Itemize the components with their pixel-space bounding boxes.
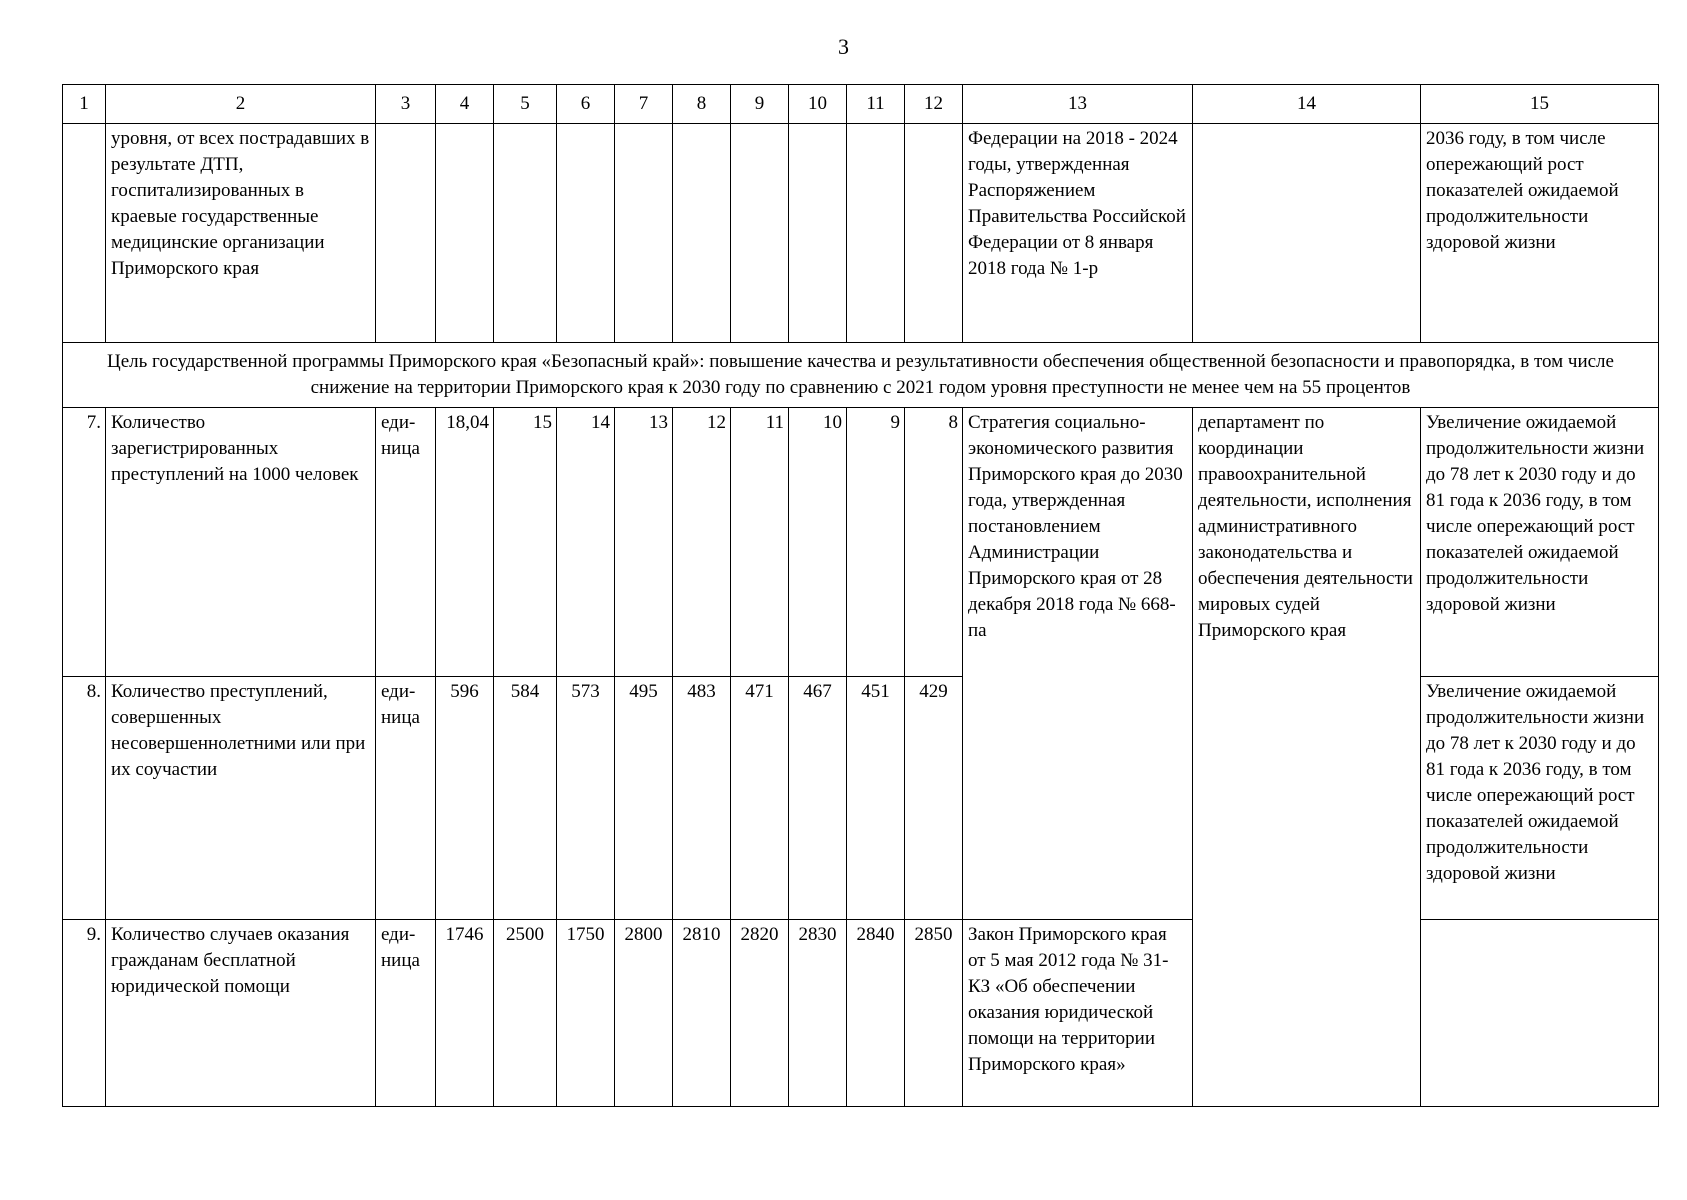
value-cell: 483 xyxy=(673,677,731,920)
header-cell: 14 xyxy=(1193,85,1421,124)
value-cell: 2810 xyxy=(673,920,731,1107)
value-cell: 11 xyxy=(731,408,789,677)
row-number-cell xyxy=(63,124,106,343)
value-cell xyxy=(494,124,557,343)
value-cell: 9 xyxy=(847,408,905,677)
program-goal-row xyxy=(63,343,1659,408)
row-number: 7. xyxy=(63,408,106,677)
value-cell: 2840 xyxy=(847,920,905,1107)
unit-cell xyxy=(376,124,436,343)
goal-link-cell: Увеличение ожидаемой продолжительности жизни до 78 лет к 2030 году и до 81 года к 2036 году, в том числе опережающий рост показателей ожидаемой продолжительности здоровой жизни xyxy=(1421,408,1659,677)
value-cell: 13 xyxy=(615,408,673,677)
header-cell: 11 xyxy=(847,85,905,124)
value-cell xyxy=(789,124,847,343)
header-cell: 6 xyxy=(557,85,615,124)
goal-link-cell xyxy=(1421,920,1659,1107)
goal-link-cell: Увеличение ожидаемой продолжительности жизни до 78 лет к 2030 году и до 81 года к 2036 году, в том числе опережающий рост показателей ожидаемой продолжительности здоровой жизни xyxy=(1421,677,1659,920)
document-cell: Стратегия социально-экономического развития Приморского края до 2030 года, утвержденная постановлением Администрации Приморского края от 28 декабря 2018 года № 668-па xyxy=(963,408,1193,920)
header-cell: 7 xyxy=(615,85,673,124)
value-cell: 451 xyxy=(847,677,905,920)
responsible-cell: департамент по координации правоохранительной деятельности, исполнения административного законодательства и обеспечения деятельности мировых судей Приморского края xyxy=(1193,408,1421,1107)
header-cell: 12 xyxy=(905,85,963,124)
header-cell: 4 xyxy=(436,85,494,124)
value-cell xyxy=(436,124,494,343)
unit-cell: еди-ница xyxy=(376,408,436,677)
value-cell: 12 xyxy=(673,408,731,677)
page-number: 3 xyxy=(838,34,849,59)
value-cell: 2830 xyxy=(789,920,847,1107)
value-cell: 467 xyxy=(789,677,847,920)
header-cell: 3 xyxy=(376,85,436,124)
value-cell xyxy=(847,124,905,343)
row-number: 8. xyxy=(63,677,106,920)
header-row xyxy=(63,85,1659,124)
value-cell: 2850 xyxy=(905,920,963,1107)
header-cell: 15 xyxy=(1421,85,1659,124)
unit-cell: еди-ница xyxy=(376,920,436,1107)
value-cell: 2800 xyxy=(615,920,673,1107)
indicator-cell: уровня, от всех пострадавших в результате ДТП, госпитализированных в краевые государственные медицинские организации Приморского края xyxy=(106,124,376,343)
indicator-name: Количество преступлений, совершенных несовершеннолетними или при их соучастии xyxy=(106,677,376,920)
document-cell: Закон Приморского края от 5 мая 2012 года № 31-КЗ «Об обеспечении оказания юридической помощи на территории Приморского края» xyxy=(963,920,1193,1107)
value-cell: 14 xyxy=(557,408,615,677)
unit-cell: еди-ница xyxy=(376,677,436,920)
value-cell: 495 xyxy=(615,677,673,920)
program-goal-text: Цель государственной программы Приморского края «Безопасный край»: повышение качества и результативности обеспечения общественной безопасности и правопорядка, в том числе снижение на территории Приморского края к 2030 году по сравнению с 2021 годом уровня преступности не менее чем на 55 процентов xyxy=(63,343,1659,408)
value-cell xyxy=(731,124,789,343)
document-cell: Федерации на 2018 - 2024 годы, утвержденная Распоряжением Правительства Российской Федерации от 8 января 2018 года № 1-р xyxy=(963,124,1193,343)
indicators-table xyxy=(62,84,1659,1107)
indicator-name: Количество зарегистрированных преступлений на 1000 человек xyxy=(106,408,376,677)
header-cell: 1 xyxy=(63,85,106,124)
header-cell: 5 xyxy=(494,85,557,124)
value-cell: 2820 xyxy=(731,920,789,1107)
table-row xyxy=(63,408,1659,677)
table-row-continuation xyxy=(63,124,1659,343)
value-cell xyxy=(557,124,615,343)
value-cell: 8 xyxy=(905,408,963,677)
row-number: 9. xyxy=(63,920,106,1107)
responsible-cell xyxy=(1193,124,1421,343)
value-cell: 429 xyxy=(905,677,963,920)
header-cell: 2 xyxy=(106,85,376,124)
value-cell: 1746 xyxy=(436,920,494,1107)
value-cell: 573 xyxy=(557,677,615,920)
header-cell: 10 xyxy=(789,85,847,124)
value-cell: 10 xyxy=(789,408,847,677)
value-cell xyxy=(905,124,963,343)
value-cell: 2500 xyxy=(494,920,557,1107)
header-cell: 13 xyxy=(963,85,1193,124)
header-cell: 8 xyxy=(673,85,731,124)
header-cell: 9 xyxy=(731,85,789,124)
value-cell: 1750 xyxy=(557,920,615,1107)
goal-link-cell: 2036 году, в том числе опережающий рост показателей ожидаемой продолжительности здоровой жизни xyxy=(1421,124,1659,343)
value-cell xyxy=(615,124,673,343)
value-cell: 18,04 xyxy=(436,408,494,677)
value-cell: 471 xyxy=(731,677,789,920)
value-cell: 15 xyxy=(494,408,557,677)
value-cell: 584 xyxy=(494,677,557,920)
indicator-name: Количество случаев оказания гражданам бесплатной юридической помощи xyxy=(106,920,376,1107)
value-cell: 596 xyxy=(436,677,494,920)
value-cell xyxy=(673,124,731,343)
